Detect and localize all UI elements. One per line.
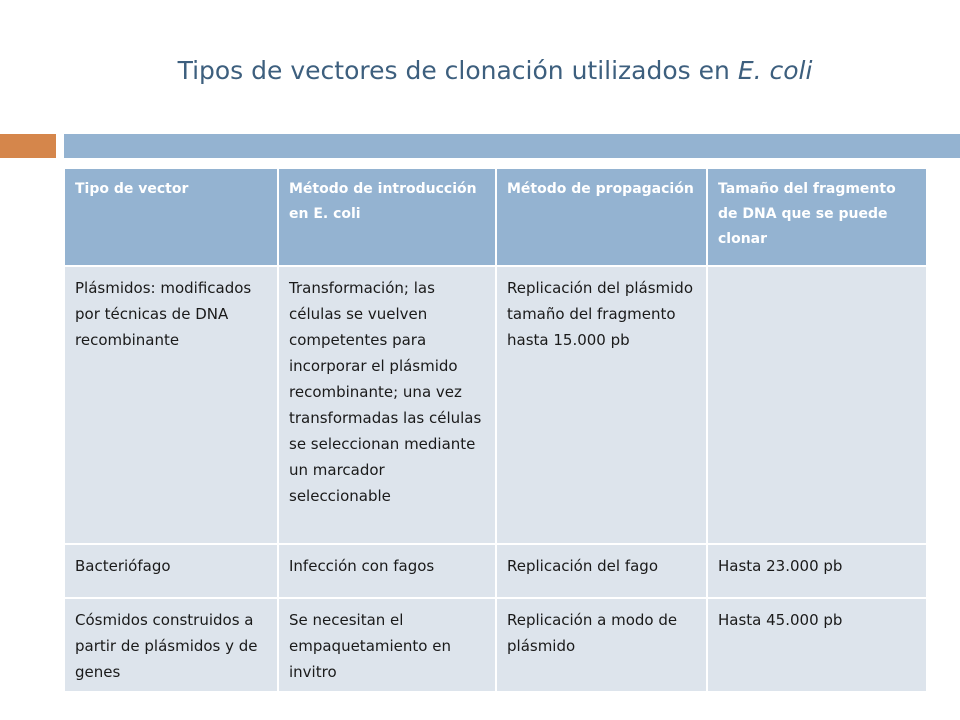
table-row [65, 544, 926, 598]
table-cell: Replicación del fago [496, 544, 707, 598]
table-cell: Infección con fagos [278, 544, 496, 598]
header-cell-fragment-size: Tamaño del fragmento de DNA que se puede clonar [707, 169, 926, 266]
header-cell-propagation-method: Método de propagación [496, 169, 707, 266]
table-cell: Hasta 23.000 pb [707, 544, 926, 598]
table-cell: Hasta 45.000 pb [707, 598, 926, 692]
table-row [65, 266, 926, 544]
accent-bar-blue [64, 134, 960, 158]
accent-bar-orange [0, 134, 56, 158]
table-cell: Plásmidos: modificados por técnicas de DNA recombinante [65, 266, 278, 544]
table-cell: Cósmidos construidos a partir de plásmidos y de genes [65, 598, 278, 692]
slide-title-emphasis: E. coli [737, 56, 813, 85]
header-cell-introduction-method: Método de introducción en E. coli [278, 169, 496, 266]
table-cell: Replicación del plásmido tamaño del fragmento hasta 15.000 pb [496, 266, 707, 544]
slide-title [0, 56, 960, 85]
table-cell: Se necesitan el empaquetamiento en invitro [278, 598, 496, 692]
header-cell-vector-type: Tipo de vector [65, 169, 278, 266]
slide-title-text: Tipos de vectores de clonación utilizados en [177, 56, 738, 85]
table-row [65, 598, 926, 692]
table-cell: Bacteriófago [65, 544, 278, 598]
table-cell [707, 266, 926, 544]
table-cell: Transformación; las células se vuelven competentes para incorporar el plásmido recombinante; una vez transformadas las células se seleccionan mediante un marcador seleccionable [278, 266, 496, 544]
table-cell: Replicación a modo de plásmido [496, 598, 707, 692]
table-header-row [65, 169, 926, 266]
vector-types-table [65, 169, 926, 693]
